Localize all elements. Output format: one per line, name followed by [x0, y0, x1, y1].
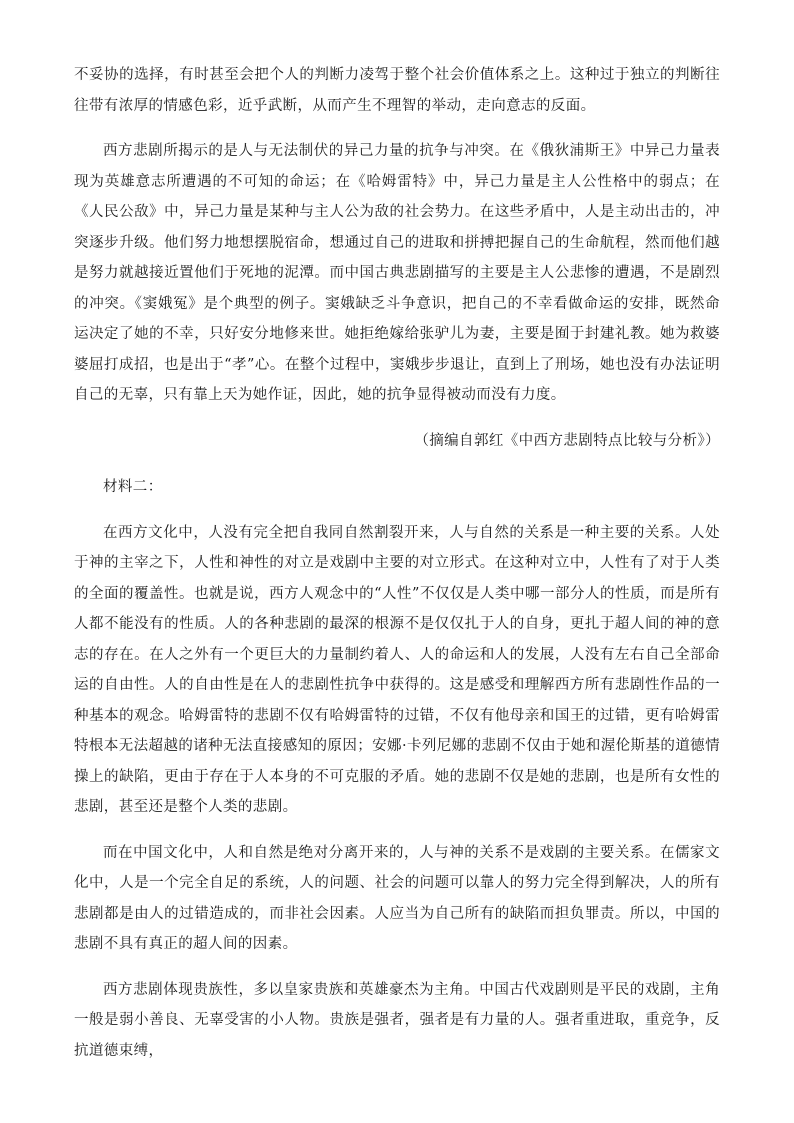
paragraph-western-culture: 在西方文化中，人没有完全把自我同自然割裂开来，人与自然的关系是一种主要的关系。人处于神的主宰之下，人性和神性的对立是戏剧中主要的对立形式。在这种对立中，人性有了对于人类的全面的覆盖性。也就是说，西方人观念中的“人性”不仅仅是人类中哪一部分人的性质，而是所有人都不能没有的性质。人的各种悲剧的最深的根源不是仅仅扎于人的自身，更扎于超人间的神的意志的存在。在人之外有一个更巨大的力量制约着人、人的命运和人的发展，人没有左右自己全部命运的自由性。人的自由性是在人的悲剧性抗争中获得的。这是感受和理解西方所有悲剧性作品的一种基本的观念。哈姆雷特的悲剧不仅有哈姆雷特的过错，不仅有他母亲和国王的过错，更有哈姆雷特根本无法超越的诸种无法直接感知的原因；安娜·卡列尼娜的悲剧不仅由于她和渥伦斯基的道德情操上的缺陷，更由于存在于人本身的不可克服的矛盾。她的悲剧不仅是她的悲剧，也是所有女性的悲剧，甚至还是整个人类的悲剧。: [74, 524, 720, 815]
source-citation: （摘编自郭红《中西方悲剧特点比较与分析》）: [414, 432, 720, 449]
paragraph-western-tragedy: 西方悲剧所揭示的是人与无法制伏的异己力量的抗争与冲突。在《俄狄浦斯王》中异己力量表现为英雄意志所遭遇的不可知的命运；在《哈姆雷特》中，异己力量是主人公性格中的弱点；在《人民公敌》中，异己力量是某种与主人公为敌的社会势力。在这些矛盾中，人是主动出击的，冲突逐步升级。他们努力地想摆脱宿命，想通过自己的进取和拼搏把握自己的生命航程，然而他们越是努力就越接近置他们于死地的泥潭。而中国古典悲剧描写的主要是主人公悲惨的遭遇，不是剧烈的冲突。《窦娥冤》是个典型的例子。窦娥缺乏斗争意识，把自己的不幸看做命运的安排，既然命运决定了她的不幸，只好安分地修来世。她拒绝嫁给张驴儿为妻，主要是囿于封建礼教。她为救婆婆屈打成招，也是出于“孝”心。在整个过程中，窦娥步步退让，直到上了刑场，她也没有办法证明自己的无辜，只有靠上天为她作证，因此，她的抗争显得被动而没有力度。: [74, 143, 720, 403]
document-page: [74, 60, 720, 1066]
section-heading-material-two: 材料二：: [103, 479, 163, 495]
paragraph-chinese-culture: 而在中国文化中，人和自然是绝对分离开来的，人与神的关系不是戏剧的主要关系。在儒家文化中，人是一个完全自足的系统，人的问题、社会的问题可以靠人的努力完全得到解决，人的所有悲剧都是由人的过错造成的，而非社会因素。人应当为自己所有的缺陷而担负罪责。所以，中国的悲剧不具有真正的超人间的因素。: [74, 844, 720, 952]
paragraph-nobility: 西方悲剧体现贵族性，多以皇家贵族和英雄豪杰为主角。中国古代戏剧则是平民的戏剧，主角一般是弱小善良、无辜受害的小人物。贵族是强者，强者是有力量的人。强者重进取，重竞争，反抗道德束缚，: [74, 981, 720, 1059]
paragraph-continuation: 不妥协的选择，有时甚至会把个人的判断力凌驾于整个社会价值体系之上。这种过于独立的判断往往带有浓厚的情感色彩，近乎武断，从而产生不理智的举动，走向意志的反面。: [74, 67, 720, 114]
